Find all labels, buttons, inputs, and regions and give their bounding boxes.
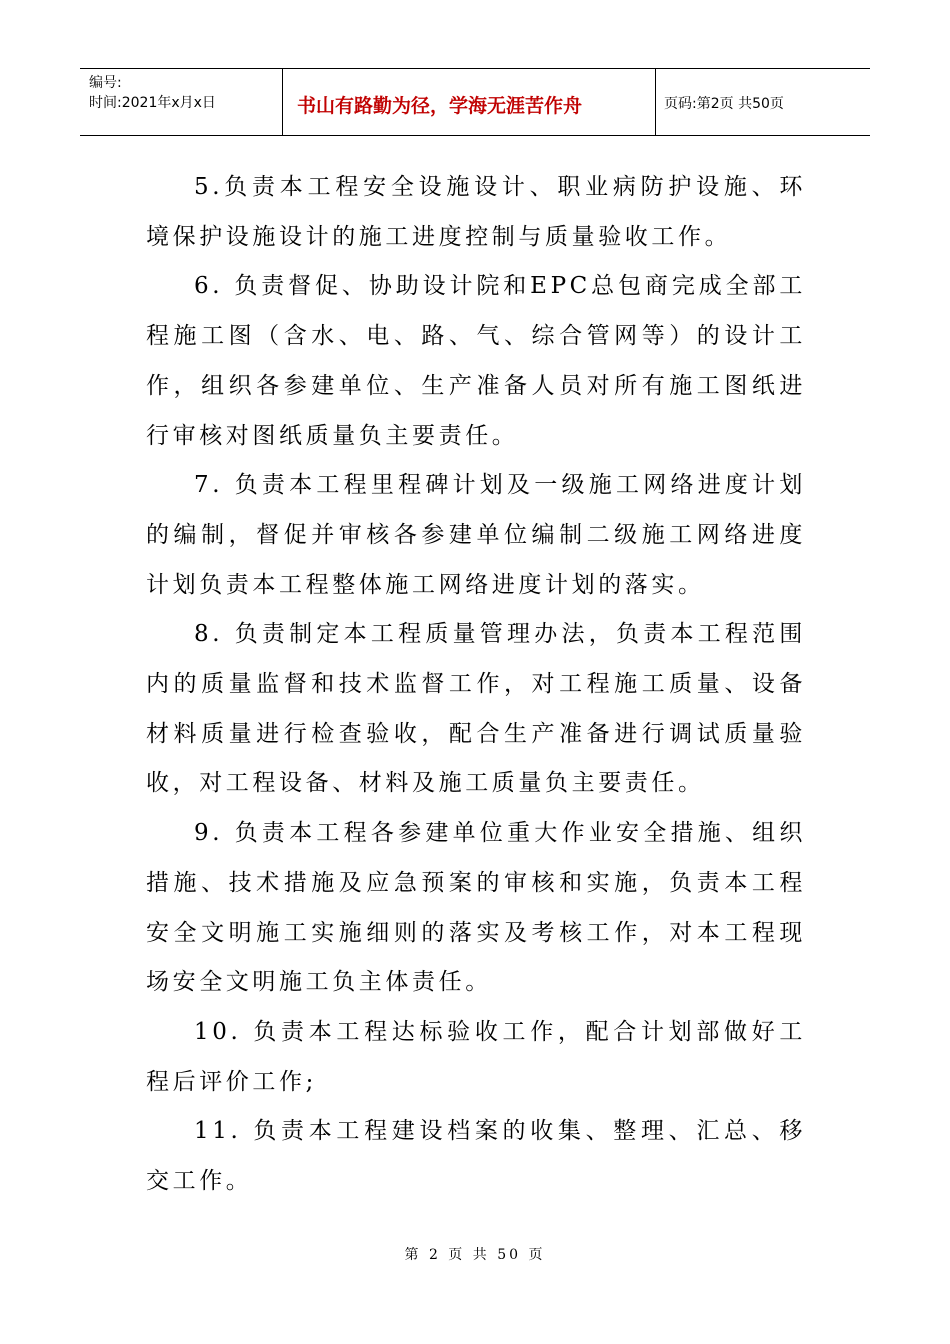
page-footer: 第 2 页 共 50 页 [404,1247,546,1263]
header-motto: 书山有路勤为径，学海无涯苦作舟 [283,69,656,135]
paragraph-item-5: 5.负责本工程安全设施设计、职业病防护设施、环境保护设施设计的施工进度控制与质量验收工作。 [146,174,806,250]
header-page-info: 页码:第2页 共50页 [664,96,784,112]
paragraph-item-10: 10. 负责本工程达标验收工作，配合计划部做好工程后评价工作; [146,1018,806,1095]
document-body [146,163,806,1207]
document-number-label: 编号: [89,75,122,91]
paragraph-item-9: 9. 负责本工程各参建单位重大作业安全措施、组织措施、技术措施及应急预案的审核和实施，负责本工程安全文明施工实施细则的落实及考核工作，对本工程现场安全文明施工负主体责任。 [146,820,806,996]
header-meta-cell [80,69,283,135]
paragraph-item-6: 6. 负责督促、协助设计院和EPC总包商完成全部工程施工图（含水、电、路、气、综合管网等）的设计工作，组织各参建单位、生产准备人员对所有施工图纸进行审核对图纸质量负主要责任。 [146,273,806,449]
paragraph-item-8: 8. 负责制定本工程质量管理办法，负责本工程范围内的质量监督和技术监督工作，对工程施工质量、设备材料质量进行检查验收，配合生产准备进行调试质量验收，对工程设备、材料及施工质量负主要责任。 [146,621,806,797]
page-header [80,68,870,136]
paragraph-item-11: 11. 负责本工程建设档案的收集、整理、汇总、移交工作。 [146,1118,806,1195]
document-time-label: 时间:2021年x月x日 [89,95,216,111]
paragraph-item-7: 7. 负责本工程里程碑计划及一级施工网络进度计划的编制，督促并审核各参建单位编制二级施工网络进度计划负责本工程整体施工网络进度计划的落实。 [146,472,806,598]
